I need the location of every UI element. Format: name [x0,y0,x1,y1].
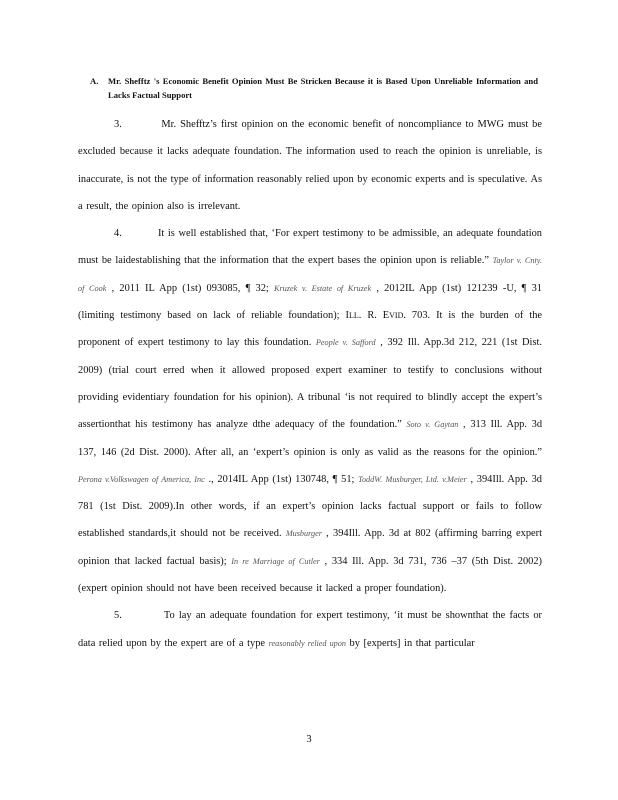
case-citation: ToddW. Musburger, Ltd. v.Meier [358,474,467,484]
case-citation: In re Marriage of Cutler [231,556,320,566]
paragraph-text: , 394Ill. App. 3d at 802 (affirming barring expert opinion that lacked factual basis); [78,528,542,567]
case-citation: reasonably relied upon [268,638,346,648]
paragraph-number: 4. [114,228,122,240]
case-citation: Musburger [285,529,322,539]
small-caps-text: VID [389,311,404,321]
paragraph-text: , 2011 IL App (1st) 093085, ¶ 32; [106,282,275,294]
paragraph-3 [78,602,542,657]
paragraph-text: It is well established that, ‘For expert testimony to be admissible, an adequate foundation must be laidestablishing that the information that the expert bases the opinion upon is reliable.” [78,228,542,267]
case-citation: Perona v.Volkswagen of America, Inc [78,474,205,484]
case-citation: People v. Safford [315,338,376,348]
paragraph-text: . R. E [358,310,390,322]
small-caps-text: LL [348,311,359,321]
case-citation: Kruzek v. Estate of Kruzek [274,283,372,293]
paragraph-text: . 703. It is the burden of the proponent of expert testimony to lay this foundation. [78,310,543,349]
section-heading-text: Mr. Shefftz 's Economic Benefit Opinion Must Be Stricken Because it is Based Upon Unreliable Information and Lacks Factual Support [108,76,538,100]
paragraph-text: To lay an adequate foundation for expert testimony, ‘it must be shownthat the facts or data relied upon by the expert are of a type [78,610,542,649]
paragraph-text: , 392 Ill. App.3d 212, 221 (1st Dist. 2009) (trial court erred when it allowed proposed expert examiner to testify to conclusions without providing evidentiary foundation for his opinion). A tribunal ‘is not required to blindly accept the expert’s assertionthat his testimony has analyze dthe adequacy of the foundation.” [78,337,542,431]
paragraph-text: , 394Ill. App. 3d 781 (1st Dist. 2009).In other words, if an expert’s opinion lacks factual support or fails to follow established standards,it should not be received. [78,473,542,540]
section-letter: A. [90,76,99,86]
paragraph-text: , 313 Ill. App. 3d 137, 146 (2d Dist. 2000). After all, an ‘expert’s opinion is only as valid as the reasons for the opinion.” [78,419,543,458]
case-citation: Soto v. Gaytan [406,420,459,430]
paragraph-text: , 2012IL App (1st) 121239 -U, ¶ 31 (limiting testimony based on lack of reliable foundation); I [78,282,543,322]
paragraph-text: , 334 Ill. App. 3d 731, 736 –37 (5th Dist. 2002) (expert opinion should not have been received because it lacked a proper foundation). [78,555,542,595]
body-text [78,111,542,657]
paragraph-text: Mr. Shefftz’s first opinion on the economic benefit of noncompliance to MWG must be excluded because it lacks adequate foundation. The information used to reach the opinion is unreliable, is inaccurate, is not the type of information reasonably relied upon by economic experts and is speculative. As a result, the opinion also is irrelevant. [78,119,542,212]
paragraph-number: 5. [114,610,122,622]
page-number: 3 [306,734,312,745]
paragraph-number: 3. [114,119,122,130]
paragraph-text: ., 2014IL App (1st) 130748, ¶ 51; [204,473,359,485]
case-citation: Taylor v. Cnty. of Cook [78,256,542,293]
paragraph-1 [78,111,542,220]
paragraph-text: by [experts] in that particular [345,637,475,649]
paragraph-2 [78,220,542,602]
